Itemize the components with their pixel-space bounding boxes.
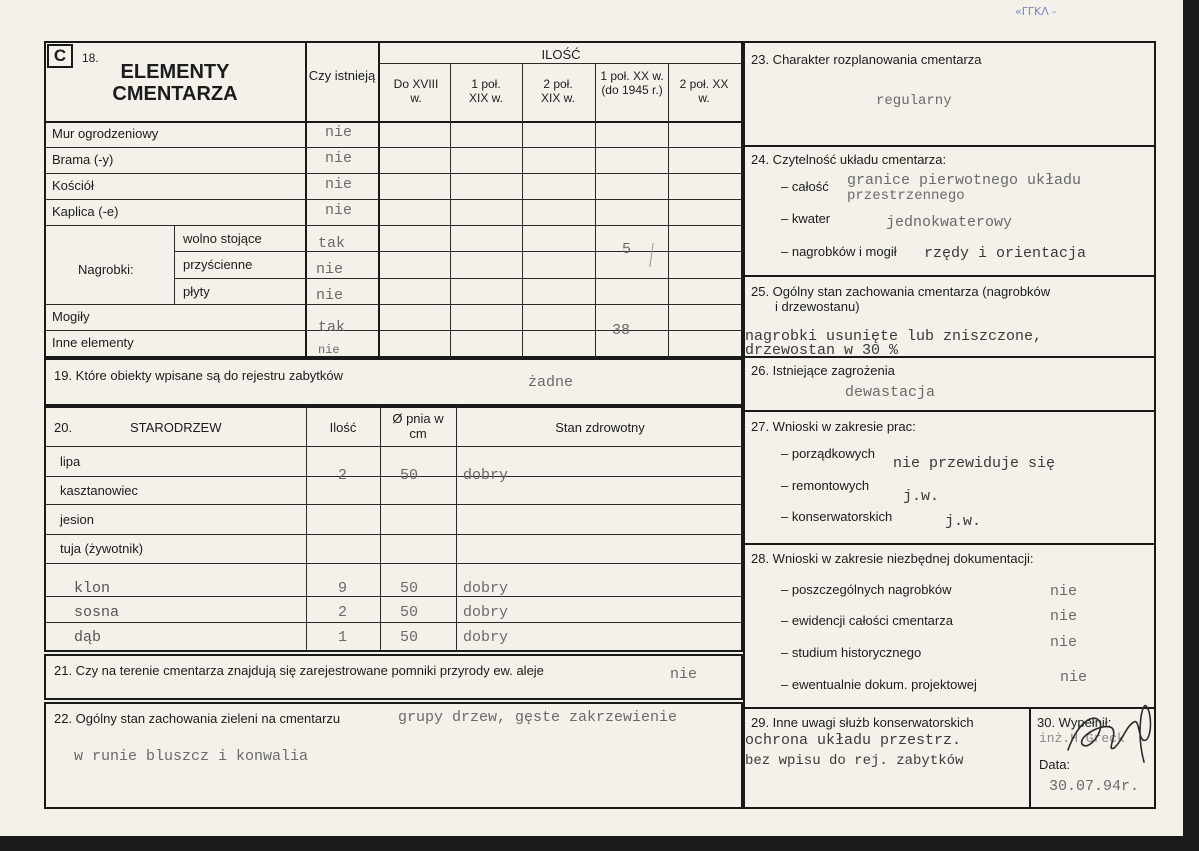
sosna-count: 2 — [338, 604, 348, 621]
section-19-value: żadne — [528, 374, 574, 391]
czy-kaplica: nie — [325, 202, 353, 219]
section-27-label: 27. Wnioski w zakresie prac: — [751, 419, 916, 434]
projektowej-label: – ewentualnie dokum. projektowej — [781, 677, 977, 692]
remontowych-label: – remontowych — [781, 478, 870, 493]
scan-edge-bottom — [0, 836, 1199, 851]
row-label-brama: Brama (-y) — [52, 152, 114, 167]
section-18-number: 18. — [82, 51, 99, 65]
klon-count: 9 — [338, 580, 348, 597]
tree-kasztanowiec: kasztanowiec — [60, 483, 139, 498]
row-label-przyscienne: przyścienne — [183, 257, 253, 272]
scan-edge-right — [1183, 0, 1199, 851]
poszczegolnych-value: nie — [1050, 583, 1078, 600]
section-29-label: 29. Inne uwagi służb konserwatorskich — [751, 715, 974, 730]
czy-kosciol: nie — [325, 176, 353, 193]
konserwatorskich-value: j.w. — [945, 513, 982, 530]
col-ilosc: ILOŚĆ — [541, 47, 581, 62]
section-23-value: regularny — [876, 93, 952, 109]
stamp-mark: «ΓΓΚΛ - — [1015, 5, 1057, 18]
kwater-label: – kwater — [781, 211, 831, 226]
section-22-value-1: grupy drzew, gęste zakrzewienie — [398, 709, 678, 726]
czy-wolno-stojace: tak — [318, 235, 346, 252]
section-18-title: ELEMENTY CMENTARZA — [112, 61, 238, 105]
czy-brama: nie — [325, 150, 353, 167]
section-21-value: nie — [670, 666, 698, 683]
section-25-label-2: i drzewostanu) — [775, 299, 860, 314]
signature — [1048, 692, 1158, 772]
section-22-value-2: w runie bluszcz i konwalia — [74, 748, 309, 765]
czy-inne: nie — [318, 343, 340, 357]
tree-dab: dąb — [74, 629, 102, 646]
col-czy-istnieja: Czy istnieją — [308, 68, 376, 83]
section-19-label: 19. Które obiekty wpisane są do rejestru zabytków — [54, 368, 344, 383]
section-20-title: STARODRZEW — [130, 420, 222, 435]
row-label-kosciol: Kościół — [52, 178, 94, 193]
porzadkowych-label: – porządkowych — [781, 446, 875, 461]
section-26-label: 26. Istniejące zagrożenia — [751, 363, 895, 378]
period-do-xviii: Do XVIII w. — [393, 77, 439, 105]
count-wolno-stojace: 5 — [622, 241, 632, 258]
period-2pol-xix: 2 poł. XIX w. — [540, 77, 575, 105]
tree-tuja: tuja (żywotnik) — [60, 541, 144, 556]
kwater-value: jednokwaterowy — [886, 214, 1013, 231]
row-label-nagrobki: Nagrobki: — [78, 262, 134, 277]
calosc-label: – całość — [781, 179, 829, 194]
tree-lipa: lipa — [60, 454, 81, 469]
section-25-value-1: nagrobki usunięte lub zniszczone, — [745, 328, 1043, 345]
dab-stan: dobry — [463, 629, 509, 646]
section-21-label: 21. Czy na terenie cmentarza znajdują się zarejestrowane pomniki przyrody ew. aleje — [54, 663, 544, 678]
ewidencji-value: nie — [1050, 608, 1078, 625]
konserwatorskich-label: – konserwatorskich — [781, 509, 893, 524]
period-1pol-xx: 1 poł. XX w. (do 1945 r.) — [600, 69, 664, 97]
section-26-value: dewastacja — [845, 384, 936, 401]
poszczegolnych-label: – poszczególnych nagrobków — [781, 582, 952, 597]
section-29-value-2: bez wpisu do rej. zabytków — [745, 753, 964, 769]
czy-plyty: nie — [316, 287, 344, 304]
section-20-frame — [44, 406, 743, 652]
remontowych-value: j.w. — [903, 488, 940, 505]
count-mogily: 38 — [612, 322, 631, 339]
czy-mogily: tak — [318, 319, 346, 336]
sosna-stan: dobry — [463, 604, 509, 621]
calosc-value-1: granice pierwotnego układu — [847, 172, 1082, 189]
nagrobkow-label: – nagrobków i mogił — [781, 244, 897, 259]
klon-stan: dobry — [463, 580, 509, 597]
section-22-label: 22. Ogólny stan zachowania zieleni na cmentarzu — [54, 711, 341, 726]
nagrobkow-value: rzędy i orientacja — [924, 245, 1087, 262]
section-30-date-label: Data: — [1039, 757, 1071, 772]
col-ilosc-drzew: Ilość — [329, 420, 357, 435]
row-label-mogily: Mogiły — [52, 309, 90, 324]
projektowej-value: nie — [1060, 669, 1088, 686]
porzadkowych-value: nie przewiduje się — [893, 455, 1056, 472]
row-label-kaplica: Kaplica (-e) — [52, 204, 119, 219]
section-25-value-2: drzewostan w 30 % — [745, 342, 899, 359]
lipa-diam: 50 — [400, 467, 419, 484]
row-label-plyty: płyty — [183, 284, 210, 299]
period-1pol-xix: 1 poł. XIX w. — [468, 77, 503, 105]
tree-klon: klon — [74, 580, 111, 597]
section-24-label: 24. Czytelność układu cmentarza: — [751, 152, 947, 167]
section-30-date: 30.07.94r. — [1049, 778, 1140, 795]
sosna-diam: 50 — [400, 604, 419, 621]
period-2pol-xx: 2 poł. XX w. — [679, 77, 729, 105]
tree-jesion: jesion — [60, 512, 94, 527]
lipa-stan: dobry — [463, 467, 509, 484]
calosc-value-2: przestrzennego — [847, 188, 965, 204]
studium-value: nie — [1050, 634, 1078, 651]
section-23-label: 23. Charakter rozplanowania cmentarza — [751, 52, 982, 67]
studium-label: – studium historycznego — [781, 645, 922, 660]
row-label-mur: Mur ogrodzeniowy — [52, 126, 159, 141]
czy-mur: nie — [325, 124, 353, 141]
row-label-wolno-stojace: wolno stojące — [183, 231, 262, 246]
czy-przyscienne: nie — [316, 261, 344, 278]
col-stan: Stan zdrowotny — [555, 420, 645, 435]
section-20-number: 20. — [54, 420, 73, 435]
section-29-value-1: ochrona układu przestrz. — [745, 732, 962, 749]
section-25-label-1: 25. Ogólny stan zachowania cmentarza (nagrobków — [751, 284, 1051, 299]
sheet-marker: C — [47, 44, 73, 68]
tree-sosna: sosna — [74, 604, 120, 621]
section-30-label: 30. Wypełnił: — [1037, 715, 1112, 730]
col-pien: Ø pnia w cm — [392, 411, 444, 441]
section-28-label: 28. Wnioski w zakresie niezbędnej dokumentacji: — [751, 551, 1034, 566]
klon-diam: 50 — [400, 580, 419, 597]
lipa-count: 2 — [338, 467, 348, 484]
row-label-inne: Inne elementy — [52, 335, 134, 350]
dab-count: 1 — [338, 629, 348, 646]
ewidencji-label: – ewidencji całości cmentarza — [781, 613, 953, 628]
section-30-name: inż.H.Greck — [1039, 731, 1125, 746]
dab-diam: 50 — [400, 629, 419, 646]
